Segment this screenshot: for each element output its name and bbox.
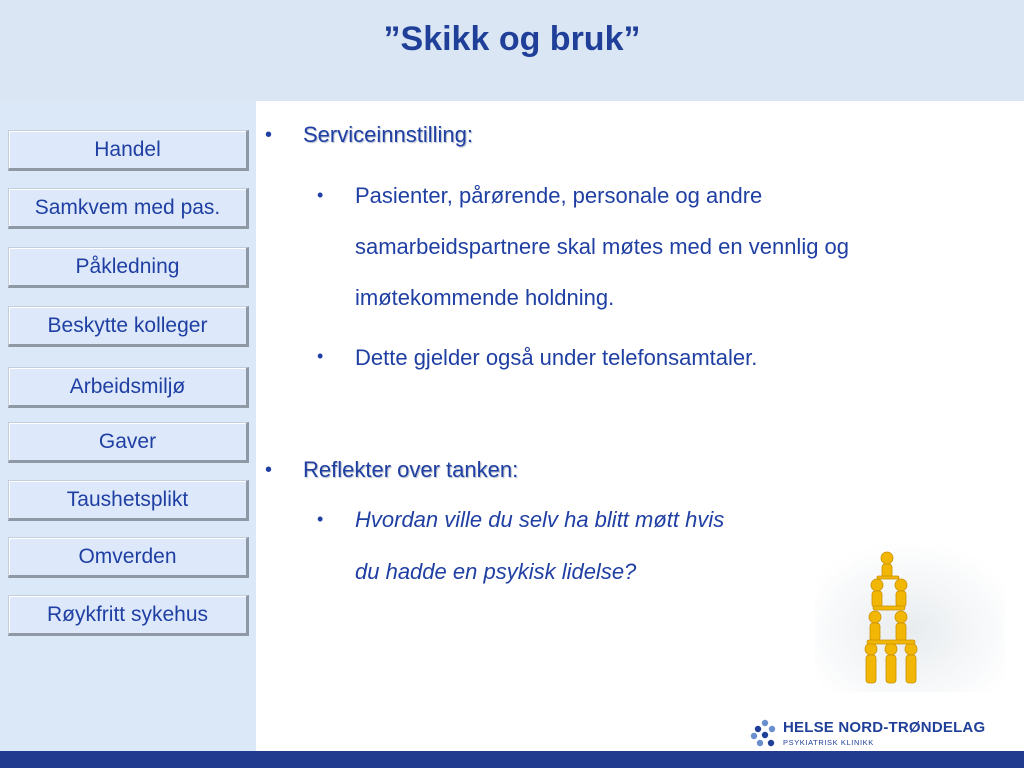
bullet-marker: • — [265, 459, 273, 481]
bullet-text-phone: Dette gjelder også under telefonsamtaler. — [355, 345, 758, 370]
header-band — [0, 0, 1024, 101]
sub-bullet-marker: • — [317, 346, 324, 366]
nav-button-samkvem[interactable]: Samkvem med pas. — [8, 188, 249, 229]
question-line-1: Hvordan ville du selv ha blitt møtt hvis — [355, 507, 725, 532]
logo-subtitle: PSYKIATRISK KLINIKK — [783, 738, 874, 747]
sub-bullet-marker: • — [317, 185, 324, 205]
question-line-2: du hadde en psykisk lidelse? — [355, 559, 637, 584]
bullet-text-greeting: Pasienter, pårørende, personale og andre samarbeidspartnere skal møtes med en vennlig og imøtekommende holdning. — [355, 183, 850, 310]
dot-cluster-logo-icon — [750, 718, 780, 748]
helse-nord-trondelag-logo — [750, 716, 1000, 750]
logo-name: HELSE NORD-TRØNDELAG — [783, 719, 986, 736]
sub-bullet-marker: • — [317, 509, 324, 529]
nav-button-taushetsplikt[interactable]: Taushetsplikt — [8, 480, 249, 521]
nav-button-omverden[interactable]: Omverden — [8, 537, 249, 578]
nav-button-pakledning[interactable]: Påkledning — [8, 247, 249, 288]
sidebar-nav — [0, 101, 256, 751]
bottom-bar — [0, 751, 1024, 768]
human-pyramid-icon — [815, 540, 1005, 692]
nav-button-roykfritt-sykehus[interactable]: Røykfritt sykehus — [8, 595, 249, 636]
bullet-marker: • — [265, 124, 273, 146]
section-heading-reflect: Reflekter over tanken: — [303, 457, 519, 482]
nav-button-gaver[interactable]: Gaver — [8, 422, 249, 463]
nav-button-arbeidsmiljo[interactable]: Arbeidsmiljø — [8, 367, 249, 408]
nav-button-handel[interactable]: Handel — [8, 130, 249, 171]
section-heading-service: Serviceinnstilling: — [303, 122, 473, 147]
nav-button-beskytte-kolleger[interactable]: Beskytte kolleger — [8, 306, 249, 347]
slide-title: ”Skikk og bruk” — [383, 20, 641, 58]
